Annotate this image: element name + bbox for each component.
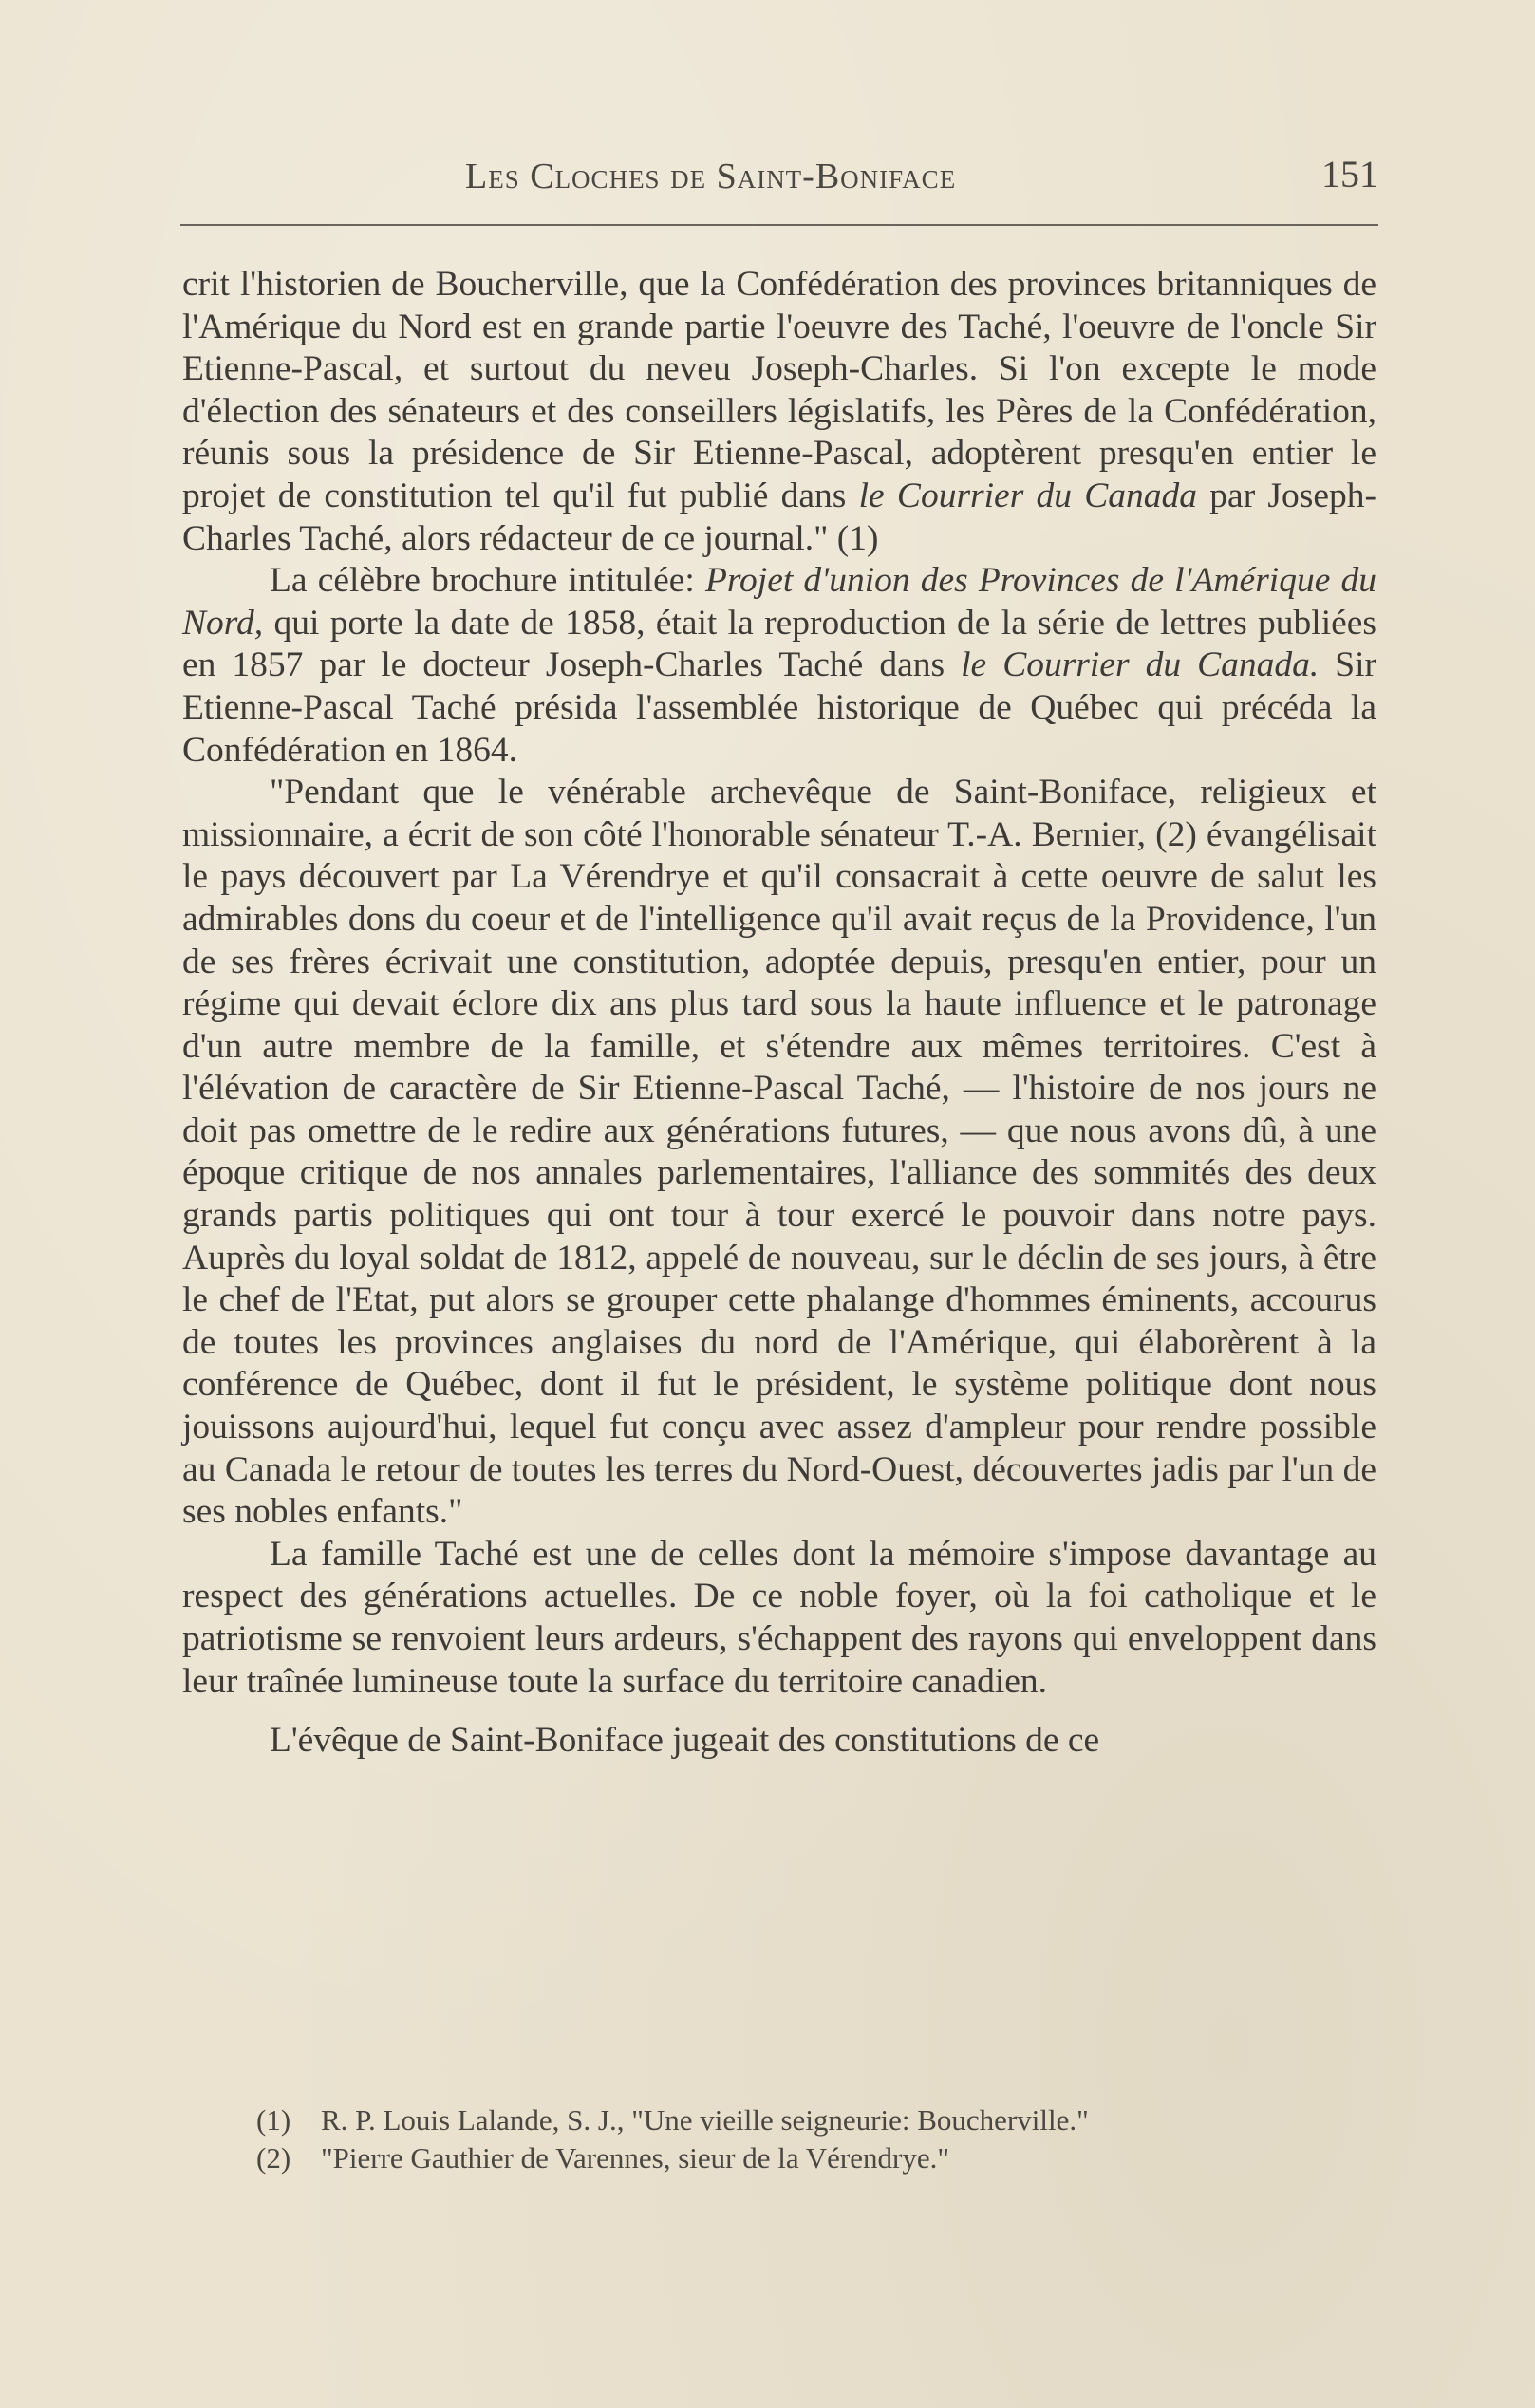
footnote-1 (256, 2101, 1376, 2139)
paragraph-2 (182, 560, 1376, 772)
page-number: 151 (1321, 153, 1378, 196)
paragraph-1-text-b: par Joseph-Charles Taché, alors rédacteur de ce journal." (1) (182, 476, 1376, 558)
paragraph-5: L'évêque de Saint-Boniface jugeait des constitutions de ce (270, 1721, 1100, 1761)
footnote-2 (256, 2139, 1376, 2177)
paragraph-2-text-a: La célèbre brochure intitulée: (270, 561, 695, 601)
footnote-1-text: R. P. Louis Lalande, S. J., "Une vieille seigneurie: Boucherville." (321, 2103, 1089, 2137)
footnote-2-mark: (2) (256, 2141, 291, 2175)
paragraph-1-text-a: crit l'historien de Boucherville, que la Confédération des provinces britanniques de l'Amérique du Nord est en grande partie l'oeuvre des Taché, l'oeuvre de l'oncle Sir Etienne-Pascal, et surtout du neveu Joseph-Charles. Si l'on excepte le mode d'élection des sénateurs et des conseillers législatifs, les Pères de la Confédération, réunis sous la présidence de Sir Etienne-Pascal, adoptèrent presqu'en entier le projet de constitution tel qu'il fut publié dans (182, 265, 1376, 515)
header-rule (180, 224, 1378, 226)
footnote-2-text: "Pierre Gauthier de Varennes, sieur de la Vérendrye." (321, 2141, 949, 2175)
paragraph-2-italic-title: Projet d'union des Provinces de l'Amérique du Nord, (182, 561, 1376, 643)
body-text (182, 264, 1376, 1763)
paragraph-4: La famille Taché est une de celles dont la mémoire s'impose davantage au respect des générations actuelles. De ce noble foyer, où la foi catholique et le patriotisme se renvoient leurs ardeurs, s'échappent des rayons qui enveloppent dans leur traînée lumineuse toute la surface du territoire canadien. (182, 1534, 1376, 1701)
footnotes (256, 2101, 1376, 2177)
page-header (180, 150, 1378, 203)
paragraph-2-text-b: qui porte la date de 1858, était la reproduction de la série de lettres publiées en 1857 par le docteur Joseph-Charles Taché dans (182, 603, 1376, 685)
footnote-1-mark: (1) (256, 2103, 291, 2137)
paragraph-2-italic-newspaper: le Courrier du Canada. (961, 645, 1320, 685)
paragraph-3: "Pendant que le vénérable archevêque de Saint-Boniface, religieux et missionnaire, a écrit de son côté l'honorable sénateur T.-A. Bernier, (2) évangélisait le pays découvert par La Vérendrye et qu'il consacrait à cette oeuvre de salut les admirables dons du coeur et de l'intelligence qu'il avait reçus de la Providence, l'un de ses frères écrivait une constitution, adoptée depuis, presqu'en entier, pour un régime qui devait éclore dix ans plus tard sous la haute influence et le patronage d'un autre membre de la famille, et s'étendre aux mêmes territoires. C'est à l'élévation de caractère de Sir Etienne-Pascal Taché, — l'histoire de nos jours ne doit pas omettre de le redire aux générations futures, — que nous avons dû, à une époque critique de nos annales parlementaires, l'alliance des sommités des deux grands partis politiques qui ont tour à tour exercé le pouvoir dans notre pays. Auprès du loyal soldat de 1812, appelé de nouveau, sur le déclin de ses jours, à être le chef de l'Etat, put alors se grouper cette phalange d'hommes éminents, accourus de toutes les provinces anglaises du nord de l'Amérique, qui élaborèrent à la conférence de Québec, dont il fut le président, le système politique dont nous jouissons aujourd'hui, lequel fut conçu avec assez d'ampleur pour rendre possible au Canada le retour de toutes les terres du Nord-Ouest, découvertes jadis par l'un de ses nobles enfants." (182, 773, 1376, 1532)
paragraph-1-italic: le Courrier du Canada (858, 476, 1198, 515)
paragraph-2-text-c: Sir Etienne-Pascal Taché présida l'assemblée historique de Québec qui précéda la Confédération en 1864. (182, 645, 1377, 770)
paragraph-1 (182, 264, 1376, 560)
running-title: Les Cloches de Saint-Boniface (465, 157, 957, 196)
